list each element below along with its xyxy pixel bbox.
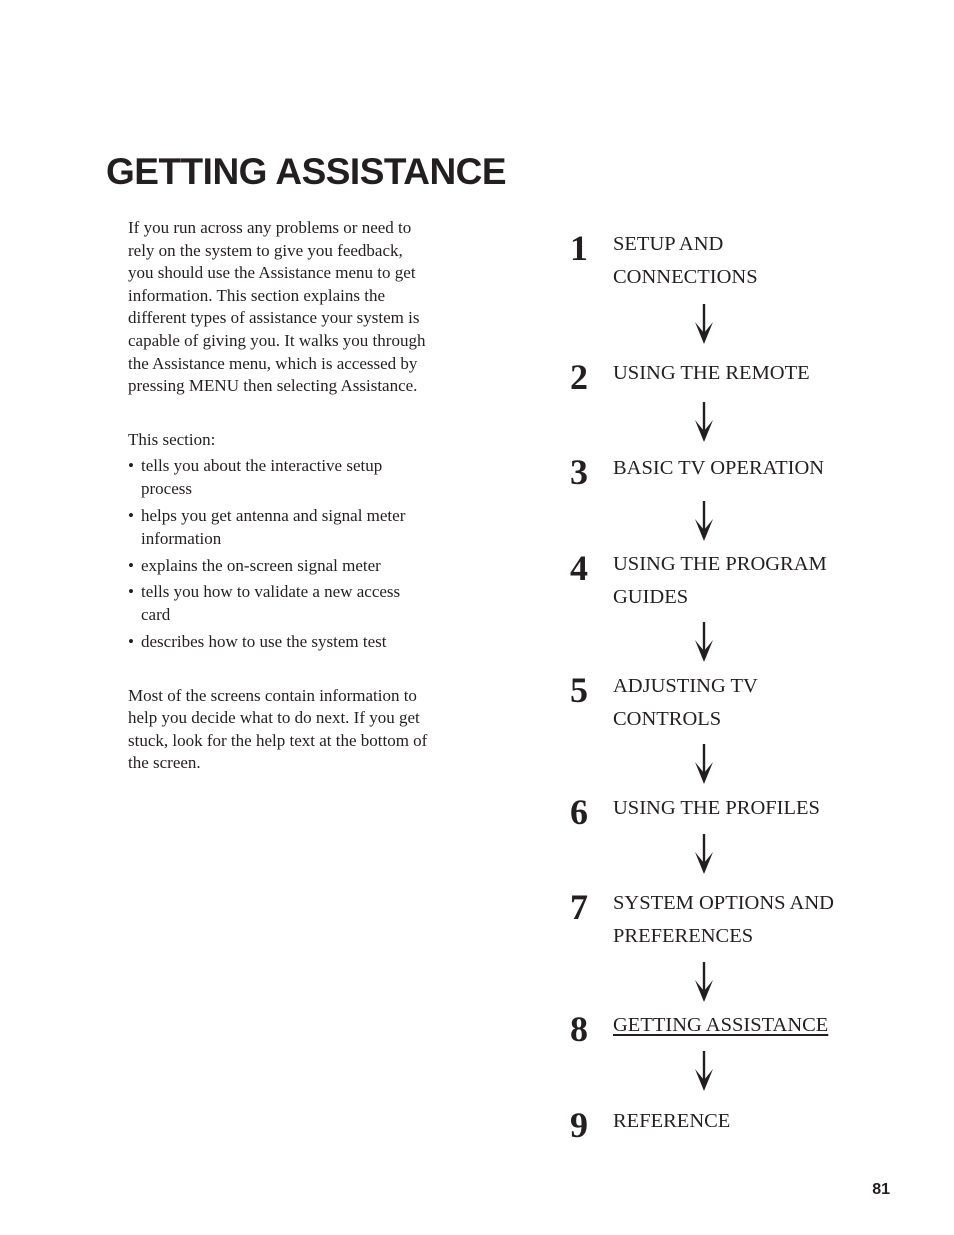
- bullet-glyph: •: [128, 632, 134, 652]
- chapter-label[interactable]: USING THE PROFILES: [613, 797, 820, 819]
- section-lead: This section:: [128, 429, 216, 449]
- chapter-number: 8: [570, 1009, 588, 1049]
- chapter-label-current[interactable]: GETTING ASSISTANCE: [613, 1014, 829, 1036]
- down-arrow-icon: [693, 832, 715, 876]
- down-arrow-icon: [693, 742, 715, 786]
- list-item-text: tells you how to validate a new access card: [141, 582, 401, 625]
- chapter-number: 6: [570, 792, 588, 832]
- chapter-label[interactable]: USING THE PROGRAM GUIDES: [613, 553, 827, 608]
- list-item-text: helps you get antenna and signal meter information: [141, 505, 406, 548]
- down-arrow-icon: [693, 960, 715, 1004]
- chapter-number: 1: [570, 228, 588, 268]
- chapter-number: 3: [570, 452, 588, 492]
- down-arrow-icon: [693, 620, 715, 664]
- list-item-text: describes how to use the system test: [141, 632, 387, 652]
- down-arrow-icon: [693, 302, 715, 346]
- bullet-glyph: •: [128, 505, 134, 525]
- chapter-label[interactable]: SETUP AND CONNECTIONS: [613, 233, 758, 288]
- down-arrow-icon: [693, 1049, 715, 1093]
- down-arrow-icon: [693, 499, 715, 543]
- bullet-glyph: •: [128, 582, 134, 602]
- chapter-number: 4: [570, 548, 588, 588]
- chapter-number: 9: [570, 1105, 588, 1145]
- chapter-label[interactable]: ADJUSTING TV CONTROLS: [613, 675, 758, 730]
- list-item-text: tells you about the interactive setup process: [141, 456, 383, 498]
- chapter-number: 5: [570, 670, 588, 710]
- chapter-label[interactable]: SYSTEM OPTIONS AND PREFERENCES: [613, 892, 834, 947]
- closing-paragraph: Most of the screens contain information to help you decide what to do next. If you get stuck, look for the help text at the bottom of the screen.: [128, 685, 428, 773]
- down-arrow-icon: [693, 400, 715, 444]
- chapter-number: 2: [570, 357, 588, 397]
- page-number: 81: [872, 1181, 890, 1198]
- bullet-glyph: •: [128, 555, 134, 575]
- bullet-glyph: •: [128, 456, 134, 476]
- page-title: GETTING ASSISTANCE: [106, 151, 507, 192]
- chapter-label[interactable]: BASIC TV OPERATION: [613, 457, 825, 479]
- chapter-label[interactable]: REFERENCE: [613, 1110, 731, 1132]
- chapter-label[interactable]: USING THE REMOTE: [613, 362, 810, 384]
- chapter-number: 7: [570, 887, 588, 927]
- list-item-text: explains the on-screen signal meter: [141, 555, 381, 575]
- intro-paragraph: If you run across any problems or need to rely on the system to give you feedback, you should use the Assistance menu to get information. This section explains the different types of assistance your system is capable of giving you. It walks you through the Assistance menu, which is accessed by pressing MENU then selecting Assistance.: [128, 218, 426, 396]
